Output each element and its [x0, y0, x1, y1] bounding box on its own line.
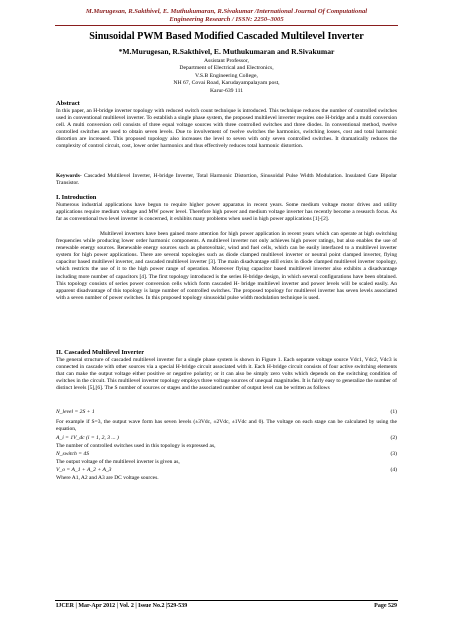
affiliation-line: Assistant Professor, [204, 58, 249, 64]
equation-3 [56, 451, 397, 459]
affiliation-line: Department of Electrical and Electronics, [179, 65, 274, 72]
abstract-text: In this paper, an H-bridge inverter topology with reduced switch count technique is introduced. This technique reduces the number of controlled switches used in conventional multilevel inverter. To establish a single phase system, the proposed multilevel inverter requires one H-bridge and a multi conversion cell. A multi conversion cell consists of three equal voltage sources with three controlled switches and three diodes. In conventional method, twelve controlled switches are used to obtain seven levels. Due to involvement of twelve switches the harmonics, switching losses, cost and total harmonic distortion are increased. This proposed topology also increases the level to seven with only seven controlled switches. It dramatically reduces the complexity of control circuit, cost, lower order harmonics and thus effectively reduces total harmonic distortion. [56, 108, 397, 150]
section-heading-cascaded: II. Cascaded Multilevel Inverter [56, 349, 145, 356]
intro-paragraph-2: Multilevel inverters have been gained more attention for high power application in recent years which can operate at high switching frequencies while producing lower order harmonic components. A multilevel inverter not only achieves high power ratings, but also enables the use of renewable energy sources. Renewable energy sources such as photovoltaic, wind and fuel cells, which can be easily interfaced to a multilevel inverter system for high power applications. There are several topologies such as diode clamped multilevel inverter or neutral point clamped inverter, flying capacitor based multilevel inverter, and cascaded multilevel inverter [3]. The main disadvantage still exists in diode clamped multilevel inverter topology, which restricts the use of it to the high power range of operation. Moreover flying capacitor based multilevel inverter also exhibits a disadvantage including more number of capacitors [4]. The first topology introduced is the series H-bridge design, in which several configurations have been obtained. This topology consists of series power conversion cells which form cascaded H- bridge multilevel inverter and power levels will be scaled easily. An apparent disadvantage of this topology is large number of controlled switches. The proposed topology for multilevel inverter has seven levels associated with a seven number of power switches. In this proposed topology sinusoidal pulse width modulation technique is used. [56, 231, 397, 301]
cascaded-paragraph-4: The output voltage of the multilevel inverter is given as, [56, 459, 180, 465]
section-heading-introduction: I. Introduction [56, 194, 97, 201]
equation-4-text: V_o = A_1 + A_2 + A_3 [56, 467, 112, 473]
cascaded-paragraph-2: For example if S=3, the output wave form has seven levels (±3Vdc, ±2Vdc, ±1Vdc and 0). The voltage on each stage can be calculated by using the equation, [56, 419, 397, 433]
running-header-line1: M.Murugesan, R.Sakthivel, E. Muthukumaran, R.Sivakumar /International Journal Of Computational [85, 8, 368, 15]
running-header [0, 8, 453, 24]
footer-rule [55, 600, 398, 601]
equation-2-number: (2) [390, 435, 397, 441]
keywords-label: Keywords [56, 173, 80, 179]
header-rule [55, 25, 398, 26]
equation-1-number: (1) [390, 409, 397, 415]
equation-2 [56, 435, 397, 443]
equation-4 [56, 467, 397, 475]
equation-4-number: (4) [390, 467, 397, 473]
intro-paragraph-1: Numerous industrial applications have begun to require higher power apparatus in recent years. Some medium voltage motor drives and utility applications require medium voltage and MW power level. Therefore high power and medium voltage inverter has recently become a research focus. As far as conventional two level inverter is concerned, it exhibits many problems when used in high power applications [1]-[2]. [56, 202, 397, 223]
cascaded-paragraph-1: The general structure of cascaded multilevel inverter for a single phase system is shown in Figure 1. Each separate voltage source Vdc1, Vdc2, Vdc3 is connected in cascade with other sources via a special H-bridge circuit associated with it. Each H-bridge circuit consists of four active switching elements that can make the output voltage either positive or negative polarity; or it can also be simply zero volts which depends on the switching condition of switches in the circuit. This multilevel inverter topology employs three voltage sources of unequal magnitudes. It is fairly easy to generalize the number of distinct levels [5],[6]. The S number of sources or stages and the associated number of output level can be written as follows [56, 357, 397, 392]
cascaded-paragraph-5: Where A1, A2 and A3 are DC voltage sources. [56, 475, 159, 481]
affiliation [0, 58, 453, 95]
author-list: *M.Murugesan, R.Sakthivel, E. Muthukumaran and R.Sivakumar [118, 47, 335, 56]
affiliation-line: Karur-639 111 [209, 87, 244, 94]
cascaded-paragraph-3: The number of controlled switches used in this topology is expressed as, [56, 443, 216, 449]
equation-2-text: A_i = 1V_dc (i = 1, 2, 3 ... ) [56, 435, 119, 441]
equation-3-text: N_switch = 4S [56, 451, 89, 457]
page-footer [56, 603, 397, 609]
paper-title: Sinusoidal PWM Based Modified Cascaded Multilevel Inverter [89, 31, 364, 42]
affiliation-line: NH 67, Covai Road, Karudayampalayam post, [173, 80, 280, 87]
page-number: Page 529 [374, 603, 397, 609]
keywords [56, 173, 397, 187]
footer-citation: IJCER | Mar-Apr 2012 | Vol. 2 | Issue No.2 |529-539 [56, 603, 188, 609]
keywords-text: - Cascaded Multilevel Inverter, H-bridge Inverter, Total Harmonic Distortion, Sinusoidal Pulse Width Modulation. Insulated Gate Bipolar Transistor. [56, 173, 397, 187]
abstract-heading: Abstract [56, 100, 80, 107]
equation-1-text: N_level = 2S + 1 [56, 409, 95, 415]
equation-1 [56, 409, 397, 417]
affiliation-line: V.S.B Engineering College, [195, 72, 258, 79]
equation-3-number: (3) [390, 451, 397, 457]
running-header-line2: Engineering Research / ISSN: 2250–3005 [169, 16, 284, 23]
